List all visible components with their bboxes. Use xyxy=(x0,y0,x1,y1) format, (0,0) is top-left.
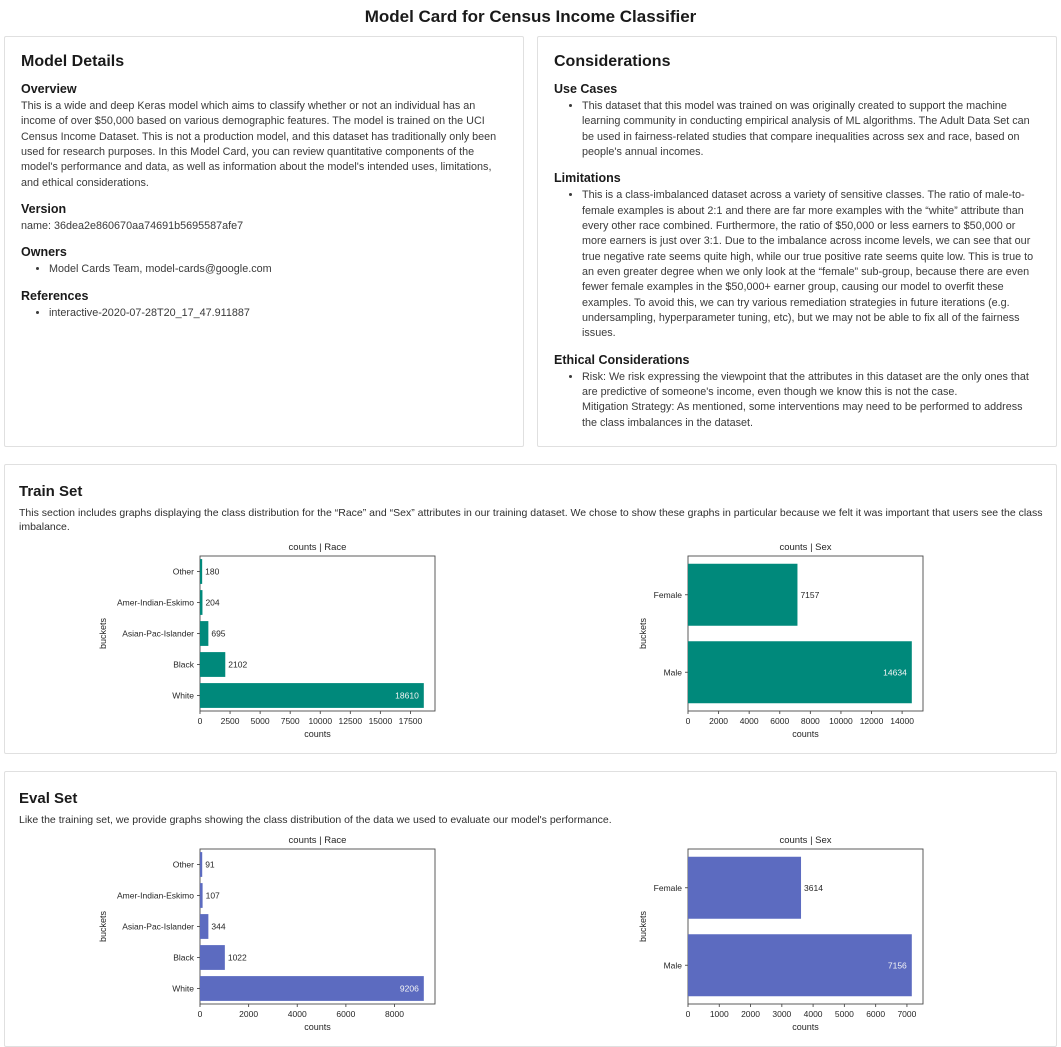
svg-text:10000: 10000 xyxy=(308,716,333,727)
svg-text:14634: 14634 xyxy=(882,667,907,678)
svg-text:344: 344 xyxy=(211,921,226,932)
version-heading: Version xyxy=(21,201,67,216)
limitations-heading: Limitations xyxy=(554,171,621,186)
svg-text:9206: 9206 xyxy=(400,983,420,994)
ethical-considerations-heading: Ethical Considerations xyxy=(554,352,690,367)
owners-list-item: • Model Cards Team, model-cards@google.com xyxy=(49,262,507,277)
svg-text:Other: Other xyxy=(172,859,195,870)
svg-text:5000: 5000 xyxy=(250,716,270,727)
eval-set-description: Like the training set, we provide graphs showing the class distribution of the data we used to evaluate our model's performance. xyxy=(19,814,612,827)
svg-text:White: White xyxy=(172,983,195,994)
svg-text:buckets: buckets xyxy=(98,618,109,650)
svg-text:15000: 15000 xyxy=(368,716,393,727)
svg-text:counts: counts xyxy=(791,729,819,740)
svg-text:204: 204 xyxy=(205,597,220,608)
limitations-list-item: • This is a class-imbalanced dataset across a variety of sensitive classes. The ratio of male-to-female examples is about 2:1 and there are far more examples with the “white” attribute than every other race combined. Furthermore, the ratio of $50,000 or less earners to $50,000 or more earners is just over 3:1. Due to the imbalance across income levels, we can see that our true negative rate seems quite high, while our true positive rate seems quite low. This is true to an even greater degree when we only look at the “female” sub-group, because there are even fewer female examples in the $50,000+ earner group, causing our model to overfit these examples. To avoid this, we can try various remediation strategies in future iterations (e.g. undersampling, hyperparameter tuning, etc), but we may not be able to fix all of the fairness issues. xyxy=(582,188,1040,341)
svg-text:0: 0 xyxy=(197,716,203,727)
svg-text:107: 107 xyxy=(205,890,221,901)
svg-text:buckets: buckets xyxy=(637,911,648,943)
ethical-considerations-list xyxy=(554,370,1040,431)
svg-text:5000: 5000 xyxy=(834,1009,854,1020)
svg-text:4000: 4000 xyxy=(803,1009,823,1020)
references-list xyxy=(21,306,507,321)
svg-text:Female: Female xyxy=(653,590,682,600)
svg-text:4000: 4000 xyxy=(739,716,759,727)
svg-text:6000: 6000 xyxy=(336,1009,356,1020)
model-details-title: Model Details xyxy=(21,53,125,70)
svg-text:counts | Sex: counts | Sex xyxy=(779,835,832,847)
svg-text:counts | Race: counts | Race xyxy=(288,542,347,554)
eval-set-title: Eval Set xyxy=(19,790,78,808)
train-sex-chart-cell xyxy=(531,538,1045,745)
svg-text:counts: counts xyxy=(791,1022,819,1033)
svg-text:8000: 8000 xyxy=(800,716,820,727)
svg-text:7500: 7500 xyxy=(280,716,300,727)
svg-text:counts | Sex: counts | Sex xyxy=(779,542,832,554)
svg-text:6000: 6000 xyxy=(770,716,789,727)
svg-text:6000: 6000 xyxy=(865,1009,885,1020)
svg-text:12000: 12000 xyxy=(859,716,884,727)
considerations-title: Considerations xyxy=(554,53,671,70)
svg-text:12500: 12500 xyxy=(338,716,363,727)
svg-text:7156: 7156 xyxy=(887,960,907,971)
eval-set-section xyxy=(4,771,1057,1047)
svg-text:0: 0 xyxy=(197,1009,203,1020)
eval-sex-chart-cell xyxy=(531,831,1045,1038)
overview-text: This is a wide and deep Keras model which aims to classify whether or not an individual has an income of over $50,000 based on various demographic features. The model is trained on the UCI Census Income Dataset. This is not a production model, and this dataset has traditionally only been used for research purposes. In this Model Card, you can review quantitative components of the model's performance and data, as well as information about the model's intended uses, limitations, and ethical considerations. xyxy=(21,100,497,189)
ethical-mitigation-line: Mitigation Strategy: As mentioned, some interventions may need to be performed to address the class imbalances in the dataset. xyxy=(582,401,1023,429)
svg-text:buckets: buckets xyxy=(98,911,109,943)
svg-text:695: 695 xyxy=(211,628,226,639)
considerations-card xyxy=(537,36,1057,447)
svg-text:Male: Male xyxy=(663,960,682,971)
svg-text:10000: 10000 xyxy=(828,716,853,727)
svg-text:0: 0 xyxy=(685,1009,691,1020)
svg-text:Asian-Pac-Islander: Asian-Pac-Islander xyxy=(122,628,195,639)
model-details-card xyxy=(4,36,524,447)
svg-text:14000: 14000 xyxy=(890,716,914,727)
svg-text:2102: 2102 xyxy=(228,659,248,670)
svg-text:counts | Race: counts | Race xyxy=(288,835,347,847)
svg-text:1000: 1000 xyxy=(709,1009,729,1020)
svg-text:Amer-Indian-Eskimo: Amer-Indian-Eskimo xyxy=(117,597,195,608)
svg-text:8000: 8000 xyxy=(385,1009,405,1020)
svg-text:2000: 2000 xyxy=(740,1009,760,1020)
svg-text:18610: 18610 xyxy=(395,690,420,701)
svg-text:2500: 2500 xyxy=(220,716,240,727)
svg-text:White: White xyxy=(172,690,195,701)
page-title: Model Card for Census Income Classifier xyxy=(364,7,697,26)
train-race-chart-cell xyxy=(17,538,531,745)
svg-text:counts: counts xyxy=(304,1022,332,1033)
references-list-item: • interactive-2020-07-28T20_17_47.911887 xyxy=(49,306,507,321)
ethical-considerations-list-item xyxy=(582,370,1040,431)
svg-text:Male: Male xyxy=(663,667,682,678)
train-sex-bar-chart xyxy=(636,538,939,745)
svg-text:Black: Black xyxy=(173,952,195,963)
train-set-title: Train Set xyxy=(19,482,83,500)
owners-heading: Owners xyxy=(21,245,67,260)
overview-heading: Overview xyxy=(21,82,77,96)
owners-list xyxy=(21,262,507,277)
svg-text:buckets: buckets xyxy=(637,618,648,650)
svg-text:2000: 2000 xyxy=(239,1009,259,1020)
svg-text:0: 0 xyxy=(685,716,691,727)
ethical-risk-line: • Risk: We risk expressing the viewpoint that the attributes in this dataset are the only ones that are predictive of someone's income, even though we know this is not the case. xyxy=(582,370,1029,398)
train-set-section xyxy=(4,464,1057,754)
svg-text:4000: 4000 xyxy=(288,1009,307,1020)
svg-text:7157: 7157 xyxy=(800,590,820,600)
references-heading: References xyxy=(21,288,89,303)
use-cases-heading: Use Cases xyxy=(554,82,618,96)
svg-text:3614: 3614 xyxy=(803,883,823,894)
limitations-list xyxy=(554,188,1040,341)
svg-text:Female: Female xyxy=(653,883,682,894)
top-cards-row xyxy=(0,36,1061,447)
svg-text:Other: Other xyxy=(172,566,195,577)
svg-text:2000: 2000 xyxy=(708,716,728,727)
svg-text:counts: counts xyxy=(304,729,332,740)
svg-text:Amer-Indian-Eskimo: Amer-Indian-Eskimo xyxy=(117,890,195,901)
use-cases-list xyxy=(554,99,1040,160)
eval-race-chart-cell xyxy=(17,831,531,1038)
svg-text:7000: 7000 xyxy=(897,1009,917,1020)
svg-text:17500: 17500 xyxy=(398,716,423,727)
train-charts-row xyxy=(17,538,1044,745)
eval-race-bar-chart xyxy=(96,831,451,1038)
train-race-bar-chart xyxy=(96,538,451,745)
svg-text:1022: 1022 xyxy=(228,952,248,963)
version-text: name: 36dea2e860670aa74691b5695587afe7 xyxy=(21,219,244,232)
svg-text:3000: 3000 xyxy=(772,1009,792,1020)
eval-sex-bar-chart xyxy=(636,831,939,1038)
svg-text:180: 180 xyxy=(205,566,220,577)
svg-text:91: 91 xyxy=(205,859,215,870)
svg-text:Asian-Pac-Islander: Asian-Pac-Islander xyxy=(122,921,195,932)
eval-charts-row xyxy=(17,831,1044,1038)
use-cases-list-item: • This dataset that this model was trained on was originally created to support the machine learning community in conducting empirical analysis of ML algorithms. The Adult Data Set can be used in fairness-related studies that compare inequalities across sex and race, based on people's annual incomes. xyxy=(582,99,1040,160)
train-set-description: This section includes graphs displaying the class distribution for the “Race” and “Sex” attributes in our training dataset. We chose to show these graphs in particular because we felt it was important that users see the class imbalance. xyxy=(19,506,1043,534)
svg-text:Black: Black xyxy=(173,659,195,670)
